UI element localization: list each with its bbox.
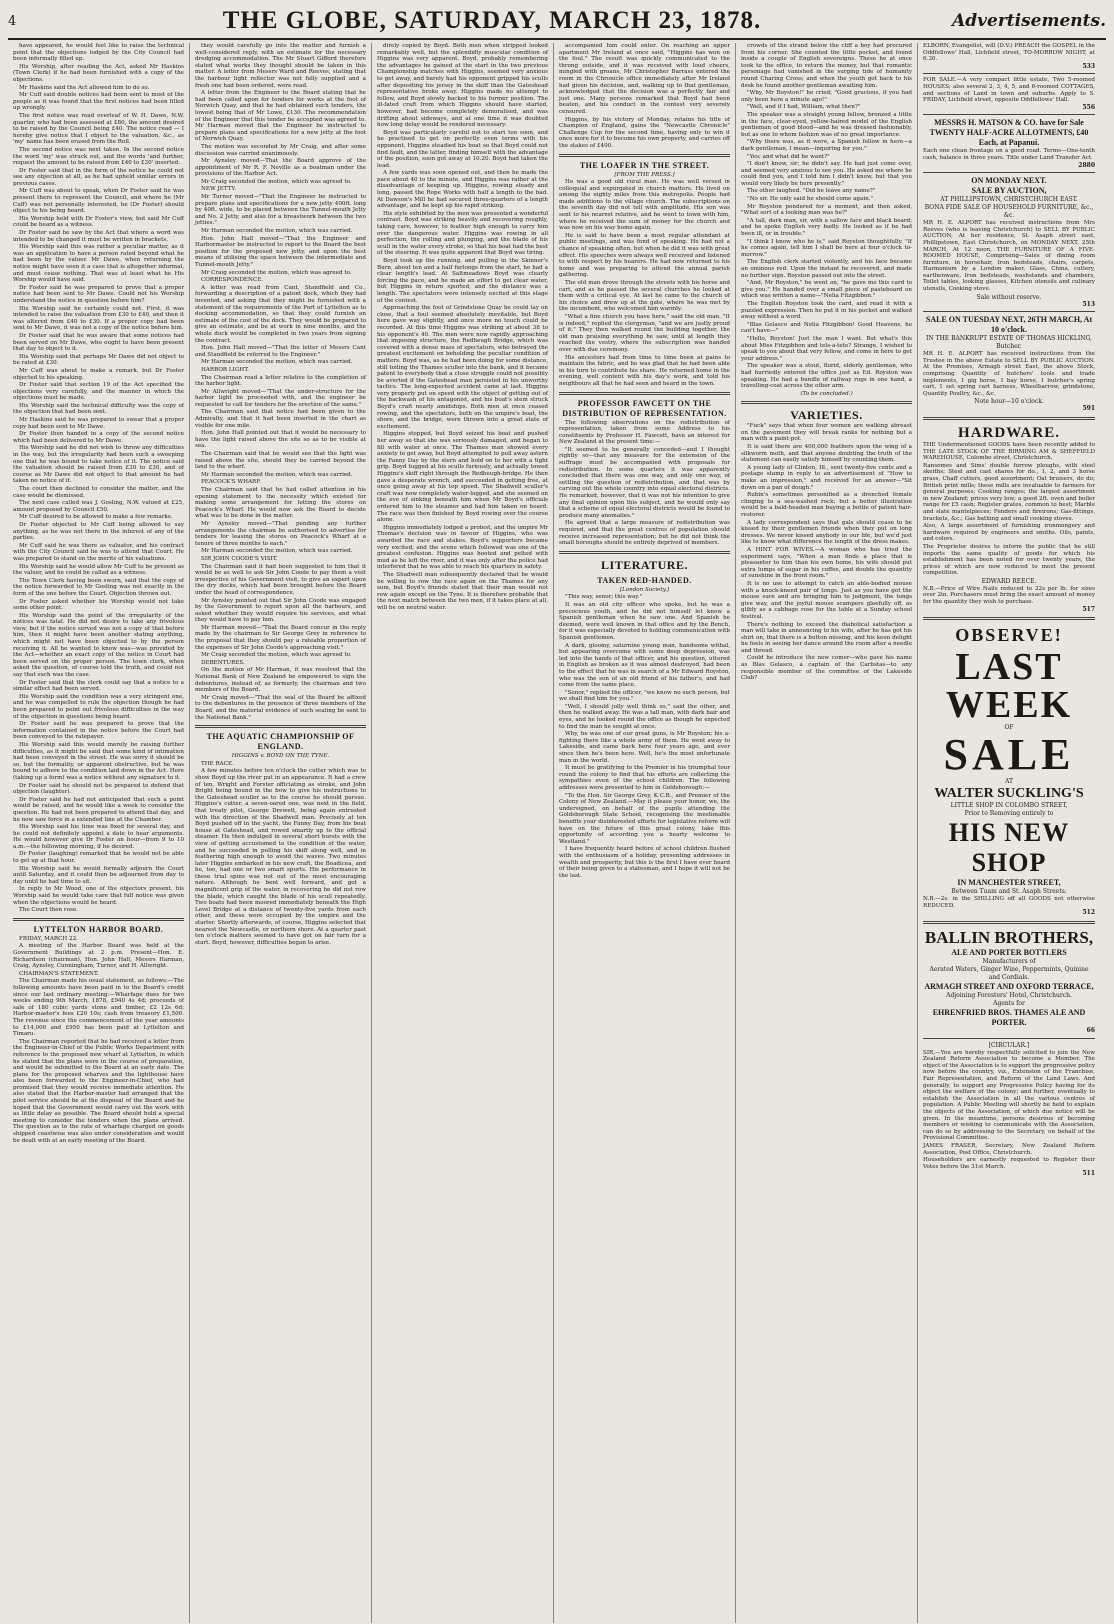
paragraph: Mr Craig seconded the motion, which was agreed to. bbox=[201, 178, 352, 185]
paragraph: Dr Foster said he had not anticipated that such a point would be raised, and he would like a week to consider the question. He had not been prepared to attend that day, and he now saw force in a extended line at the Chamber. bbox=[13, 796, 184, 823]
ad-monday-heading: ON MONDAY NEXT. bbox=[971, 176, 1047, 186]
manufacturers-label: Manufacturers of bbox=[982, 958, 1036, 966]
paragraph: HARBOR LIGHT. bbox=[201, 366, 249, 373]
paragraph: "Blas Gelasco and Nelia Fitzgibbon! Good Heavens, he can't have—" bbox=[741, 321, 912, 335]
ad-number: 512 bbox=[1082, 909, 1095, 917]
paragraph: "A tall, dark man, sir, with a sallow face and black beard; and he spoke English very badly. He looked as if he had been ill, or in trouble." bbox=[741, 217, 912, 238]
paragraph: His Worship said that perhaps Mr Dawe did not object to be rated at £30. bbox=[13, 353, 184, 367]
paragraph: Mr Royston pondered for a moment, and then asked, "What sort of a looking man was he?" bbox=[741, 203, 912, 217]
ad-number: 556 bbox=[1082, 103, 1095, 111]
magistrate-court-report bbox=[13, 43, 184, 914]
paragraph: Could he introduce the new comer—who gave his name as Blas Gelasco, a captain of the Carlistas—to any responsible member of the committee of the Lakeside Club? bbox=[741, 655, 912, 682]
paragraph: Dr Foster then handed in a copy of the second notice which had been delivered to Mr Dawe. bbox=[13, 431, 184, 444]
paragraph: Mr Harman seconded the motion, which was carried. bbox=[201, 228, 353, 235]
paragraph: The Chairman reported that he had received a letter from the Engineer-in-Chief of the Public Works Department with reference to the proposed new wharf at Lyttelton, in which he stated that the plans were in the course of preparation, and would be submitted to the Board at an early date. The plans for the proposed wharves and the lighthouse have also been forwarded to the Engineer-in-Chief, who had promised that they would receive immediate attention. He also stated that the Harbor-master had arranged that the pilot service should be at the disposal of the Board and he hoped that the Government would carry out the work with as little delay as possible. The Board should hold a special meeting to consider the tenders when the plans arrived. The question as to the rate of wharfage charged on goods shipped coastwise was also under consideration and would be dealt with at an early meeting of the Board. bbox=[13, 1038, 184, 1144]
divider bbox=[923, 311, 1095, 312]
ad-number: 513 bbox=[1082, 300, 1095, 308]
ad-number: 533 bbox=[1082, 62, 1095, 70]
paragraph: His ancestors had from time to time been at pains to maintain the fabric, and he was glad that he had been able in his turn to contribute his share. He returned home in the evening, well content with his day's work, and told his neighbours all that he had seen and heard in the town. bbox=[559, 354, 730, 387]
paragraph: Dr Foster (laughing) remarked that he would not be able to get up at that hour. bbox=[13, 851, 184, 865]
paragraph: The motion was seconded by Mr Craig, and after some discussion was carried unanimously. bbox=[195, 143, 366, 157]
advertisements-header: Advertisements. bbox=[952, 11, 1106, 31]
paragraph: Dr Foster said that he was aware that some notices had been served on Mr Dawe, who ought to have been present that day to object to it. bbox=[13, 332, 184, 353]
paragraph: Dr Foster objected to Mr Cuff being allowed to say anything, as he was not there in the interest of any of the parties. bbox=[13, 521, 184, 542]
paragraph: His Worship said the technical difficulty was the copy of the objection that had been sent. bbox=[13, 402, 184, 416]
paragraph: His Worship said the condition was a very stringent one, and he was compelled to rule the objection though he had been prepared to point out frivolous difficulties in the way of the objection in questions being heard. bbox=[13, 693, 184, 720]
paragraph: The Chairman said it had been suggested to him that it would be as well to ask Sir John Coode to pay them a visit irrespective of his Government visit, to give an expert upon the dry docks, which had been brought before the Board under the head of correspondence. bbox=[195, 563, 366, 596]
paragraph: "I don't know, sir; he didn't say. He had just come over, and seemed very anxious to see you. He asked me where he could find you, and I told him I didn't know, but that you would very likely be here presently." bbox=[741, 161, 912, 187]
paragraph: A HINT FOR WIVES.—A woman who has tried the experiment says, "When a man finds a place that is pleasanter to him than his own home, his wife should put extra lumps of sugar in his coffee, and double the quantity of sunshine in the front room." bbox=[741, 546, 912, 580]
paragraph: It is no use to attempt to catch an able-bodied mouse with a knock-kneed pair of tongs. Just as you have got the mouse sure and are bringing him to judgment, the tongs give way, and the joyful mouse scampers gleefully off, as glibly as a cabbage rose for the table at a Sunday school festival. bbox=[741, 580, 912, 620]
paragraph: Dr Foster said he was prepared to prove that a proper notice had been sent to Mr Dawe. Could not his Worship understand the notice in question before him? bbox=[13, 284, 184, 304]
divider bbox=[923, 172, 1095, 173]
paragraph: "Senor," replied the officer, "we know no such person, but we shall find him for you." bbox=[559, 689, 730, 703]
paragraph: "Why there was, as it were, a Spanish fellow in here—a dark gentleman, I mean—inquiring for you." bbox=[741, 139, 912, 152]
story-text bbox=[559, 594, 730, 879]
divider bbox=[13, 918, 184, 921]
paragraph: A letter was read from Cant, Standfield and Co., forwarding a description of a patent dock, which they had invented, and asking that they might be furnished with a statement of the requirements of the Port of Lyttelton as to docking accommodation, so that they could furnish an estimate of the cost of the dock. They would be prepared to give an estimate, and be at work in nine months, and the whole dock would be completed in two years from signing the contract. bbox=[195, 284, 366, 344]
paragraph: His Worship said his time was fixed for several day, and he could not definitely appoint a date to hear arguments. He would however give Dr Foster an hour—from 9 to 10 a.m.—the following morning, if he desired. bbox=[13, 824, 184, 850]
column-5 bbox=[736, 43, 918, 1623]
story-continued bbox=[741, 43, 912, 390]
ale-porter-bottlers: ALE AND PORTER BOTTLERS bbox=[951, 948, 1067, 958]
fawcett-headline: PROFESSOR FAWCETT ON THE DISTRIBUTION OF REPRESENTATION. bbox=[562, 398, 727, 418]
paragraph: His Worship held with Dr Foster's view, but said Mr Cuff could be heard as a witness. bbox=[13, 215, 184, 229]
suckling-name: WALTER SUCKLING'S bbox=[934, 786, 1084, 802]
paragraph: A dark, gloomy, saturnine young man, handsome withal, but appearing overcome with some deep depression, was led into the hands of that officer, and his question, uttered in English as broken as it was almost destroyed, had been to the effect that he was in search of a Mr Edward Royston, who was the son of an old friend of his father's, and had come from the same place. bbox=[559, 642, 730, 689]
paragraph: The next case called was J. Gosling, N.W. valued at £25, amount proposed by Council £50. bbox=[13, 500, 184, 513]
paragraph: On the motion of Mr Harman, it was resolved that the National Bank of New Zealand be empowered to sign the debentures, instead of, as formerly, the chairman and two members of the Board. bbox=[195, 667, 366, 694]
divider bbox=[741, 401, 912, 404]
new-shop-address: IN MANCHESTER STREET, bbox=[957, 878, 1061, 888]
hardware-note: The Proprietor desires to inform the public that he still imports the same quality of goods for which his establishment has been noted for over twenty years, the prices of which are now reduced to meet the present competition. bbox=[923, 543, 1095, 577]
paragraph: "Hello, Royston! Just the man I want. But what's this about Miss Fitzgibbon and tels-a-tete? Strange, I wished to speak to you about that very fellow, and come in here to get your address." bbox=[741, 335, 912, 362]
paragraph: Mr Aynsley pointed out that Sir John Coode was engaged by the Government to report upon all the harbours, and asked whether they would require his services, and what they would have to pay him. bbox=[195, 597, 366, 624]
ad-monday-body: MR H. E. ALPORT has received instructions from Mrs Reeves (who is leaving Christchurch) to SELL BY PUBLIC AUCTION, At her residence, St. Asaph street east, Phillipstown, East Christchurch, on MONDAY NEXT, 25th MARCH, At 12 noon, THE FURNITURE OF A FIVE-ROOMED HOUSE, Comprising—Sales of dining room furniture, in horsehair, Iron bedsteads, chairs, carpets, Harmonium by a London maker, Glass, China, cutlery, earthenware, Iron bedsteads, washstands and chambers, Toilet tables, looking glasses, Kitchen utensils and culinary utensils, Cooking stove. bbox=[923, 220, 1095, 293]
paragraph: It is said there are 400,000 feathers upon the wing of a silkworm moth, and that anyone doubting the truth of the statement can easily satisfy himself by counting them. bbox=[741, 444, 912, 464]
page-number: 4 bbox=[8, 13, 17, 29]
paragraph: Mr Harman seconded the motion, which was carried. bbox=[201, 471, 353, 478]
loafer-headline: THE LOAFER IN THE STREET. bbox=[579, 160, 710, 170]
shilling-note: N.B.—2s. in the SHILLING off all GOODS not otherwise REDUCED. bbox=[923, 896, 1095, 909]
masthead bbox=[8, 4, 1106, 40]
paragraph: His style exhibited by the men was presented a wonderful contrast. Boyd was striking heavily and recovering roughly, taking care, however, to feather high enough to carry him over the dangerous water. Higgins was rowing in all perfection, the rolling and plunging, and the blade of his scull in the water every stroke, so that his boat had the best of the steering. It was quite apparent that Boyd was tiring. bbox=[377, 210, 549, 257]
ad-monday-location: AT PHILLIPSTOWN, CHRISTCHURCH EAST. bbox=[940, 196, 1078, 204]
paragraph: The following observations on the redistribution of representation, taken from some Address to his constituents by Professor H. Fawcett, have an interest for New Zealand at the present time:— bbox=[559, 419, 730, 446]
divider bbox=[559, 392, 730, 395]
paragraph: "Yes; and what did he want?" bbox=[747, 153, 830, 160]
paragraph: It was an old city officer who spoke, but he was a precocious youth, and he did not himself let know a Spanish gentleman when he saw one. And Spanish he deemed, were well known in that office and by the Bench, for it was especially devoted to holding communication with Spanish gentlemen. bbox=[559, 601, 730, 641]
hardware-also: Also, A large assortment of furnishing ironmongery and hardware required by engineers and smiths. Oils, paints, and colors. bbox=[923, 523, 1095, 543]
paragraph: Dr Foster said that in the form of the notice he could not see any objection at all, as he had upheld similar errors in previous cases. bbox=[13, 167, 184, 187]
circular-note: Householders are earnestly requested to Register their Votes before the 31st March. bbox=[923, 1157, 1095, 1170]
paragraph: Mr Harman moved—"That the Board concur in the reply made by the chairman to Sir George Grey in reference to the proposal that they should pay a rateable proportion of the expenses of Sir John Coode's approaching visit." bbox=[195, 624, 366, 651]
paragraph: "I think I know who he is," said Royston thoughtfully. "If he comes again, tell him I shall be here at four o'clock to-morrow." bbox=[741, 238, 912, 258]
paragraph: Higgins immediately lodged a protest, and the umpire Mr Thomas's decision was in favour of Higgins, who was awarded the race and stakes. Boyd's supporters became very excited, and the scene which followed was one of the greatest confusion. Higgins was hooted and pelted with mud as he left the river, and it was only after the police had interfered that he was able to reach his quarters in safety. bbox=[377, 524, 548, 571]
paragraph: "Well, I should jolly well think so," said the other, and then he walked away. He was a tall man, with dark hair and eyes, and he looked round the office as though he expected to find the man he sought at once. bbox=[559, 703, 730, 730]
column-3 bbox=[372, 43, 554, 1623]
paragraph: THE RACE. bbox=[201, 760, 234, 767]
paragraph: The Chairman said that he would see that the light was raised above the site, should they be carried beyond the land to the wharf. bbox=[195, 451, 366, 471]
paragraph: Hon. John Hall pointed out that it would be necessary to have the light raised above the site so as to be visible at sea. bbox=[195, 430, 366, 450]
armagh-sub: Adjoining Foresters' Hotel, Christchurch. bbox=[946, 992, 1072, 1000]
aquatic-conclusion bbox=[377, 525, 548, 612]
paragraph: The speaker was a straight young fellow, bronzed a little in the face, clear-eyed, yellow-haired model of the English gentleman of good blood—and he was dressed fashionably, but as one to whom fashion was of no great importance. bbox=[741, 111, 912, 138]
paragraph: The court then declined to consider the matter, and the case would be dismissed. bbox=[13, 486, 184, 499]
ad-matson-heading: MESSRS H. MATSON & CO. have for Sale TWENTY HALF-ACRE ALLOTMENTS, £40 Each, at Papanui. bbox=[929, 118, 1089, 148]
paragraph: have appeared, he would feel like to raise the technical point that the objections lodged by the City Council had been informally filled up. bbox=[13, 43, 184, 63]
ad-number: 517 bbox=[1082, 605, 1095, 613]
ad-elborn: ELBORN, Evangelist, will (D.V.) PREACH the GOSPEL in the Oddfellows' Hall, Lichfield street, TO-MORROW NIGHT, at 6.30. bbox=[923, 43, 1095, 63]
paragraph: Mr Aynsley moved—"That pending any further arrangements the chairman be authorised to advertise for tenders for leasing the stores on Peacock's Wharf at a tenure of three months to each." bbox=[195, 520, 366, 547]
armagh-street: ARMAGH STREET AND OXFORD TERRACE, bbox=[924, 982, 1094, 992]
paragraph: direly copied by Boyd. Both men when stripped looked remarkably well, but the splendidly muscular condition of Higgins was very apparent. Boyd, probably remembering the advantages he gained at the start in the two previous Championship matches with Higgins, seemed very anxious to get away, and barely had his opponent gripped his sculls after depositing his jersey in the skiff than the Gateshead representative broke away. Higgins made no attempt to follow, and Boyd slowly backed to his former position. The ill-fated craft from which Higgins should have started, however, had become completely demoralised, and was drifting about sideways, and at one time it was doubted how long delay would be rendered necessary. bbox=[377, 43, 548, 129]
ad-monday-sale: SALE BY AUCTION, bbox=[971, 186, 1047, 196]
divider bbox=[923, 617, 1095, 620]
divider bbox=[923, 73, 1095, 74]
aquatic-result bbox=[559, 43, 730, 150]
paragraph: Mr Haskins said he was prepared to swear that a proper copy had been sent to Mr Dawe. bbox=[13, 417, 184, 430]
paragraph: Mr Harman seconded the motion, which was carried. bbox=[201, 548, 353, 555]
paragraph: SIR JOHN COODE'S VISIT. bbox=[201, 555, 278, 562]
paragraph: "Why, Mr Royston!" he cried; "Good gracious, if you had only been here a minute ago!" bbox=[741, 90, 912, 103]
agents-label: Agents for bbox=[993, 1000, 1025, 1008]
harbor-board-continued bbox=[195, 43, 366, 721]
paragraph: The Chairman read a letter relative to the completion of the harbor light. bbox=[195, 374, 366, 388]
paragraph: A young lady of Clinton, Ill., sent twenty-five cents and a postage stamp in reply to an advertisement of "How to make an impression," and received for an answer—"Sit down on a pan of dough." bbox=[741, 464, 912, 491]
paragraph: A lady correspondent says that gals should cease to be kissed by their gentlemen friends when they put on long dresses. We never kissed anybody in our life, but we'd just like to know what difference the length of the dress makes. bbox=[741, 519, 912, 546]
paragraph: A few yards was soon opened out, and then he made the pace about 40 to the minute, and Higgins was rather at the disadvantage of keeping up. Higgins, rowing steady and long, passed the Rope Works with half a length to the bad. At Dawson's Mill he had secured three-quarters of a length advantage, and he kept up his rapid striking. bbox=[377, 170, 548, 210]
paragraph: The first notice was read overleaf of W. H. Dawe, N.W. quarter, who had been assessed at £80, the amount desired to be raised by the Council being £40. The notice read — I hereby give notice that I object to the valuation, &c., as 'my' name has been erased from the Roll. bbox=[13, 112, 184, 146]
paragraph: His Worship said he certainly could not. First, it was intended to raise the valuation from £30 to £40, and then it was altered from £40 to £30. If a proper copy had been sent to Mr Dawe, it was not a copy of the notice before him. bbox=[13, 305, 184, 332]
aquatic-subheadline: HIGGINS v. BOYD ON THE TYNE. bbox=[231, 753, 330, 760]
sale-headline: SALE bbox=[943, 730, 1075, 780]
paragraph: His Worship said he would allow Mr Cuff to be present as the valuer, and he could be called as a witness. bbox=[13, 563, 184, 577]
paragraph: Hon. John Hall moved—"That the Engineer and Harbormaster be instructed to report to the Board the best position for the proposed new jetty, and upon the best means of utilising the space between the intermediate and Tunnel-mouth Jetty." bbox=[195, 235, 366, 268]
divider bbox=[923, 114, 1095, 115]
last-week-headline: LAST WEEK bbox=[945, 646, 1073, 727]
hardware-items: Ransomes and Sims' double furrow ploughs, with steel skeiths; Steel and cast shares for do., 1, 2, and 3 horse grass, Chaff cutters, good assortment; Oat bruisers, do do; British print mills; these mills are invaluable to farmers for general purposes; Cooking ranges; the largest assortment in new Zealand; prices very low; a good 2ft. oven and boiler range for £5 cash; Register grates, common to best; Marble and slate mantelpieces; Fenders and fireirons; Gas-fittings, brackets, &c.; Gas bathing and small cooking stoves. bbox=[923, 462, 1095, 522]
paragraph: The other laughed. "Did he leave any name?" bbox=[747, 188, 876, 195]
paragraph: Mr Craig moved—"That the seal of the Board be affixed to the debentures in the presence of three members of the Board, and the material evidence of such sealing be sent to the National Bank." bbox=[195, 694, 366, 721]
ad-number: 591 bbox=[1082, 405, 1095, 413]
paragraph: His Worship, after reading the Act, asked Mr Haskins (Town Clerk) if he had been furnished with a copy of the objections. bbox=[13, 63, 184, 83]
paragraph: Mr Craig seconded the motion, which was agreed to. bbox=[201, 269, 352, 276]
ad-for-sale: FOR SALE.—A very compact little estate, Two 5-roomed HOUSES; also several 2, 3, 4, 5, and 6-roomed COTTAGES, and sections of Land in town and suburbs. Apply to S. FRIDAY, Lichfield street, opposite Oddfellows' Hall. bbox=[923, 77, 1095, 104]
harbor-board-report bbox=[13, 936, 184, 1144]
prior-label: Prior to Removing entirely to bbox=[964, 810, 1054, 818]
paragraph: The old man drove through the streets with his horse and cart, and as he passed the several churches he looked at them with a critical eye. At last he came to the church of his choice and drew up at the gate, where he was met by the incumbent, who welcomed him warmly. bbox=[559, 280, 730, 313]
at-label: AT bbox=[1004, 778, 1013, 786]
paragraph: "And, Mr Royston," he went on, "he gave me this card to give you." He handed over a small piece of pasteboard on which was written a name—"Nelia Fitzgibbon." bbox=[741, 280, 912, 300]
story-headline: TAKEN RED-HANDED. bbox=[597, 575, 692, 585]
paragraph: Mr Craig seconded the motion, which was agreed to. bbox=[201, 652, 352, 659]
literature-headline: LITERATURE. bbox=[601, 557, 688, 572]
paragraph: FRIDAY, MARCH 22. bbox=[19, 935, 78, 942]
paragraph: The Chairman said that he had called attention in his opening statement to the necessity which existed for making some arrangement for letting the stores on Peacock's Wharf. He would now ask the Board to decide what was to be done in the matter. bbox=[195, 487, 366, 520]
paragraph: The Town Clerk having been sworn, said that the copy of the notice forwarded to Mr Gosling was not exactly in the form of the one before the Court. Objection thrown out. bbox=[13, 577, 184, 597]
paragraph: The Shadwell man subsequently declared that he would be willing to row the race again on the Thames for any sum, but Boyd's friends stated that their man would not row again except on the Tyne. It is therefore probable that the next match between the two men, if it takes place at all, will be on neutral water. bbox=[377, 571, 548, 611]
paragraph: The second notice was next taken. In the second notice the word 'my' was struck out, and the words 'and further, request the amount to be raised from £40 to £30' inserted. bbox=[13, 146, 184, 167]
ballin-headline: BALLIN BROTHERS, bbox=[924, 928, 1094, 948]
ad-monday-bona: BONA FIDE SALE OF HOUSEHOLD FURNITURE, &c., &c. bbox=[924, 204, 1094, 220]
paragraph: It must be gratifying to the Premier in his triumphal tour round the colony to find that his efforts are collecting the sympathies even of the school children. The following addresses were presented to him in Goldsborough:— bbox=[559, 765, 730, 791]
circular-signature: JAMES FRASER, Secretary, New Zealand Reform Association, Post Office, Christchurch. bbox=[923, 1142, 1095, 1156]
paragraph: His Worship said he did not wish to throw any difficulties in the way, but the irregularity had been such a sweeping one that he was bound to take notice of it. The notice said the valuation should be raised from £30 to £30, and of course as Mr Dawe did not object to that amount he had taken no notice of it. bbox=[13, 445, 184, 485]
ad-number: 2880 bbox=[1078, 161, 1095, 169]
paragraph: A letter from the Engineer to the Board stating that he had been called upon for tenders for works at the foot of Norwich Quay, and that he had obtained such tenders, the lowest being that of Mr Lowe, £130. The recommendation of the Engineer that this tender be accepted was agreed to. Mr Harman moved that the Engineer be instructed to prepare plans and specifications for a new jetty at the foot of Norwich Quay. bbox=[195, 90, 366, 143]
paragraph: The English Royston took the card, and read it with a puzzled expression. Then he put it in his pocket and walked away without a word. bbox=[741, 300, 912, 321]
circular-body: SIR,—You are hereby respectfully solicited to join the New Zealand Reform Association to become a Member. The object of the Association is to support the progressive policy now before the country, viz., Extension of the Franchise, Fair Representation, and Reform of the Land Laws. And generally, to support any Progressive Policy having for its object the welfare of the colony; and further, eventually to establish the Association in all the various centres of population. A Public Meeting will shortly be held to explain the objects of the Association, of which due notice will be given. In the meantime, persons desirous of becoming members or wishing to communicate with the Association, can do so by addressing to the Secretary, on behalf of the Provisional Committee. bbox=[923, 1049, 1095, 1142]
paragraph: He was a good old rural man. He was well versed in colloquial and expurgated in church matters. He lived on among the eighty miles from this metropolis. People had made additions to the village church. The subscriptions on the seventh day did not tell with amplitude. His son was sent to his nearest relative, and he went to town with him, where he received the sum of money for the church and was now on his way home again. bbox=[559, 179, 730, 232]
paragraph: I have frequently heard before of school children flushed with the enthusiasm of a holiday, presenting addresses in wealth and prosperity, but this is the first I have ever heard of their being given to a statesman, and I hope it will not be the last. bbox=[559, 846, 730, 879]
paragraph: Dr Foster asked whether his Worship would not take some other point. bbox=[13, 598, 184, 612]
loafer-article bbox=[559, 179, 730, 387]
loafer-source: [FROM THE PRESS.] bbox=[614, 171, 675, 178]
ad-number: 66 bbox=[1086, 1027, 1095, 1035]
newspaper-title: THE GLOBE, SATURDAY, MARCH 23, 1878. bbox=[222, 7, 762, 34]
divider bbox=[195, 725, 366, 728]
ad-tuesday-heading: SALE ON TUESDAY NEXT, 26TH MARCH, At 10 o'clock. bbox=[925, 315, 1093, 335]
ad-number: 511 bbox=[1082, 1170, 1095, 1178]
paragraph: Dr Foster said he was prepared to prove that the information contained in the notice before the Court had been conveyed to the ratepayer. bbox=[13, 721, 184, 741]
paragraph: DEBENTURES. bbox=[201, 659, 245, 666]
paragraph: The speaker was a stout, florid, elderly gentleman, who had hurriedly entered the office just as Ed. Royston was speaking. He had a bundle of railway rugs in one hand, a travelling-coat across the other arm. bbox=[741, 363, 912, 390]
paragraph: Dr Foster said that the clerk could say that a notice to a similar effect had been served. bbox=[13, 679, 184, 693]
paragraph: The Chairman made his usual statement, as follows:—The following amounts have been paid in to the Board's credit since our last ordinary meeting:—Wharfage dues for two weeks ending 9th March, 1878, £940 4s 4d; proceeds of sale of 180 cubic yards stone and timber, £2 12s 6d; Harbor-master's fees £20 10s; cash from treasury £1,500. The revenue since the commencement of the year amounts to £14,000 and £950 has been paid at Lyttelton and Timaru. bbox=[13, 978, 184, 1038]
divider bbox=[923, 921, 1095, 924]
varieties-headline: VARIETIES. bbox=[790, 408, 863, 423]
column-1 bbox=[8, 43, 190, 1623]
paragraph: Mr Turner moved—"That the Engineer be instructed to prepare plans and specifications for a new jetty 400ft. long by 40ft. wide, to be placed between the Tunnel-mouth Jetty and No. 2 Jetty, and also for a breastwork between the two jetties." bbox=[195, 194, 366, 227]
hardware-signature: EDWARD REECE. bbox=[981, 577, 1037, 585]
paragraph: Mr Cuff said he was there as valuator, and his contract with the City Council said he was to attend that Court. He was prepared to stand on the merits of his valuations. bbox=[13, 542, 184, 562]
circular-label: [CIRCULAR.] bbox=[988, 1041, 1030, 1049]
paragraph: The Court then rose. bbox=[19, 907, 78, 914]
paragraph: The Chairman said that notice had been given to the Admiralty, and that it had been inserted in the chart as visible for one mile. bbox=[195, 409, 366, 429]
divider bbox=[923, 417, 1095, 420]
column-6-advertisements bbox=[918, 43, 1100, 1623]
paragraph: Approaching the foot of Grindstone Quay he could lay on close, that a foul seemed absolutely inevitable, but Boyd here gave way slightly, and once more no touch could be recorded. At this time Higgins was striking at about 38 to his opponent's 40. The men were now rapidly approaching that imposing structure, the Redheugh Bridge, which was covered with a dense mass of spectators, who betrayed the greatest excitement on beholding the peculiar condition of matters. Boyd was, as he had been doing for some distance, still toiling the Thames sculler into the bank, and it became patent to everybody that a close struggle could not possibly be averted if the Gateshead man persisted in his unworthy tactics. The long-expected accident came at last. Higgins very properly put on speed with the object of getting out of the backwash of his antagonist, and his boat's stem struck Boyd's craft nearly amidships. Both men at once ceased rowing, and the spectators, both on the umpire's boat, the shore, and the bridge, were thrown into a great state of excitement. bbox=[377, 305, 548, 430]
paragraph: He agreed that a large measure of redistribution was required, and that the great centres of population should receive increased representation; but he did not think the small boroughs should be entirely deprived of members. bbox=[559, 520, 730, 547]
paragraph: A meeting of the Harbor Board was held at the Government Buildings at 2 p.m. Present—Hon. E. Richardson (chairman), Hon. John Hall, Messrs Harman, Craig, Aynsley, Cunningham, Turner, and H. Allwright. bbox=[13, 943, 184, 970]
hardware-nb: N.B.—Price of Wire Nails reduced to 22s per lb. for sizes over 2in. Purchasers must bring the exact amount of money for the quantity they wish to purchase. bbox=[923, 585, 1095, 606]
paragraph: Hon. John Hall moved—"That the letter of Messrs Cant and Standfield be referred to the Engineer." bbox=[195, 345, 366, 358]
paragraph: crowds of the strand below the cliff a boy had procured from his corner. She counted the little pocket, and found inside a couple of English sovereigns. These he at once took to the office, to return the money, but that romantic personage had vanished in the surging tide of humanity round Charing Cross; and when the youth got back to his desk he found another gentleman awaiting him. bbox=[741, 43, 912, 89]
paragraph: "Fuck" says that when four women are walking abreast on the pavement they will break ranks for nothing but a man with a paint-pot. bbox=[741, 423, 912, 443]
paragraph: Mr Harman seconded the motion, which was carried. bbox=[201, 359, 353, 366]
hardware-intro: THE Undermentioned GOODS have been recently added to THE LATE STOCK OF THE BIRMING AM & SHEFFIELD WAREHOUSE, Colombo street, Christchurch. bbox=[923, 442, 1095, 462]
paragraph: Mr Cuff was about to make a remark, but Dr Foster objected to his speaking. bbox=[13, 367, 184, 381]
ad-matson-body: Each one clean frontage on a good road. Terms—One-tenth cash, balance in three years. Title under Land Transfer Act. bbox=[923, 148, 1095, 161]
column-2 bbox=[190, 43, 372, 1623]
paragraph: accompanied him could enter. On reaching an upper apartment Mr Ireland at once said, "Higgins has won on the foul." The result was quickly communicated to the throng outside, and it was received with loud cheers, mingled with groans, Mr Christopher Barrass entered the room in the Chronicle office immediately after Mr Ireland had given his decision, and, walking up to that gentleman, acknowledged that the decision was a perfectly fair and just one. Many persons remarked that Boyd had been beaten, and his conduct in the contest very severely censured. bbox=[559, 43, 730, 115]
story-source: [London Society.] bbox=[619, 586, 670, 593]
paragraph: There's nothing to exceed the diabolical satisfaction a man will take in announcing to his wife, after he has got his shirt on, that there is a button missing, and his keen delight he feels in seeing her dance around the room after a needle and thread. bbox=[741, 621, 912, 654]
paragraph: they would carefully go into the matter and furnish a well-considered reply, with an estimate for the necessary dredging accommodation. The Mr Stuart Gifford therefore stated what works they thought should be taken in this matter. A letter from Messrs Ward and Reeves, stating that the harbour light reflector was not fully supplied and a fresh one had been ordered, were read. bbox=[195, 43, 366, 89]
paragraph: "It seemed to be generally conceded—and I thought rightly so—that any measure for the extension of the suffrage must be accompanied with proposals for redistribution. In some quarters it was apparently concluded that there was one way, and only one way, of settling the question of redistribution, and that was by carving out the whole country into equal electoral districts. He remarked, however, that it was not his intention to give any final opinion upon this subject, and he would only say that a scheme of equal electoral districts would be found to produce many anomalies." bbox=[559, 446, 730, 519]
paragraph: Higgins, by his victory of Monday, retains his title of Champion of England, gains the "Newcastle Chronicle" Challenge Cup for the second time, having only to win it once more for it to become his own property, and carries off the stakes of £400. bbox=[559, 116, 730, 149]
paragraph: Mr Allwright moved—"That the under-structure for the harbor light be proceeded with, and the engineer be requested to call for tenders for the erection of the same." bbox=[195, 388, 366, 408]
to-be-concluded: (To be concluded.) bbox=[800, 390, 853, 397]
paragraph: Mr Cuff was about to speak, when Dr Foster said he was present there to represent the Council, and where he (Mr Cuff) was not personally interested, he (Dr Foster) should object to his being heard. bbox=[13, 188, 184, 215]
paragraph: The English clerk started violently, and his face became an ominous red. Upon the instant he recovered, and made no further sign. Royston passed out into the street. bbox=[741, 259, 912, 279]
paragraph: NEW JETTY. bbox=[201, 186, 237, 193]
paragraph: He is said to have been a most regular attendant at public meetings, and was fond of speaking. He had not a chance of speaking often, but when he did it was with great effect. His speeches were always well received and listened to with respect by his hearers. He had now returned to his home and was preparing to attend the annual parish gathering. bbox=[559, 232, 730, 279]
suckling-shop: LITTLE SHOP IN COLOMBO STREET, bbox=[950, 802, 1068, 810]
aquatic-report-continued bbox=[377, 43, 548, 524]
of-label: OF bbox=[1004, 724, 1014, 732]
paragraph: Boyd was particularly careful not to start too soon, and he practised to get on perfectly even terms with his opponent. Higgins steadied his boat so that Boyd could not find fault, and the latter, finding himself with the advantage of the position, soon got away at 10.20. Boyd had taken the lead. bbox=[377, 129, 548, 169]
divider bbox=[559, 551, 730, 554]
paragraph: "No sir. He only said he should come again." bbox=[747, 196, 874, 203]
paragraph: "To the Hon. Sir George Grey, K.C.B., and Premier of the Colony of New Zealand.—May it please your honor, we, the undersigned, on behalf of the pupils attending the Goldsborough State School, recognising the inestimable benefits your disinterested efforts for legislative reform will have on the future of this great colony, take this opportunity of according you a hearty welcome to Westland." bbox=[559, 792, 730, 845]
paragraph: PEACOCK'S WHARF. bbox=[201, 479, 262, 486]
paragraph: Dr Foster said that section 19 of the Act specified the objections very carefully, and the manner in which the objections must be made. bbox=[13, 382, 184, 402]
manufacturers-list: Aerated Waters, Ginger Wine, Peppermints, Quinine and Cordials. bbox=[929, 966, 1089, 982]
paragraph: Mr Aynsley moved—That the Board approve of the appointment of Mr R. F. Neville as a boatman under the provisions of the Harbor Act. bbox=[195, 158, 366, 178]
paragraph: Why, he was one of our great guns, is Mr Royston; his a-fighting there like a whole army of them. He went away to Lakeside, and came back here four years ago, and ever since then he's been here. Well, he's the most unfortunate man in the world. bbox=[559, 731, 730, 764]
new-shop-headline: HIS NEW SHOP bbox=[948, 818, 1070, 878]
ad-tuesday-estate: IN THE BANKRUPT ESTATE OF THOMAS HICKLING, Butcher. bbox=[926, 335, 1092, 351]
paragraph: Boyd took up the running, and pulling in the Skinner's Burn, about ten and a half furlongs from the start, he had a clear length's lead. At Saltmeadows Boyd was clearly forcing the pace, and he made an effort to get clear water, but Higgins in return spurted, and the distance was a length. The spectators were intensely excited at this stage of the contest. bbox=[377, 258, 548, 304]
between-streets: Between Tuam and St. Asaph Streets. bbox=[951, 888, 1067, 896]
paragraph: Mr Cuff said double notices had been sent to most of the people as it was found that the first notices had been filled up wrongly. bbox=[13, 92, 184, 112]
paragraph: "What a fine church you have here," said the old man. "It is indeed," replied the clergyman, "and we are justly proud of it." They then walked round the building together, the old man praising everything he saw, until at length they reached the vestry, where the subscription was handed over with due ceremony. bbox=[559, 313, 730, 353]
paragraph: A few minutes before ten o'clock the cutter which was to show Boyd up the river put in an appearance. It had a crew of ten, Wright and Forster officiating as stroke, and John Bright being bound in the bow to give his instructions to the Gateshead sculler as to the course he should pursue. Higgins's cutter, a seven-oared one, was next in the field, that treaty pilot, George Drewett, being again entrusted with the direction of the Shadwell man. Precisely at ten Boyd pushed off in the yacht, the Fanny Day, from his boat house at Gateshead, and rowed smartly up to the official steamer. He then indulged in several short bursts with the view of getting accustomed to the condition of the water, and he succeeded in pulling his skiff along well, and in feathering high enough to avoid the waves. Two minutes later Higgins embarked in his new craft, the Boadicea, and he, too, had one or two smart spurts. His performance in these trial spins was not out of the most encouraging nature. Although he bent well forward, and got a magnificent grip of the water, in recovering he did not row the blade, which caught the blade of his scull repeatedly. Two boats had been moored immediately beneath the High Level Bridge at a distance of twenty-five yards from each other, and these were occupied by the umpire and the starter. Shortly afterwards, of course, Higgins selected that nearest the Newcastle, or northern shore. At a quarter past ten o'clock matters seemed to have got on fair turn for a start. Boyd, however, difficulties began to arise. bbox=[195, 768, 366, 946]
ad-tuesday-note: Note hour—10 o'clock. bbox=[974, 398, 1044, 406]
paragraph: Mr Cuff desired to be allowed to make a few remarks. bbox=[19, 514, 173, 521]
paragraph: In reply to Mr Wood, one of the objectors present, his Worship said he would take care that full notice was given when the objections would be heard. bbox=[13, 886, 184, 906]
paragraph: His Worship said this was rather a peculiar matter, as it was an application to have a person rated beyond what he had been by the valuer. Mr Dawe, when returning the notice might have seen it a case that is altogether informal, and must cease nothing. That was at least what he His Worship would have said. bbox=[13, 244, 184, 284]
column-4 bbox=[554, 43, 736, 1623]
hardware-headline: HARDWARE. bbox=[958, 425, 1060, 441]
paragraph: Rubin's sometimes personified as a drenched female clinging to a sea-washed rock; but a better illustration would be a bald-headed man buying a bottle of patent hair-restorer. bbox=[741, 492, 912, 518]
harbor-board-headline: LYTTELTON HARBOR BOARD. bbox=[33, 924, 164, 934]
divider bbox=[559, 154, 730, 157]
ehrenfried-agents: EHRENFRIED BROS. THAMES ALE AND PORTER. bbox=[932, 1008, 1086, 1028]
observe-headline: OBSERVE! bbox=[955, 625, 1063, 646]
divider bbox=[923, 1038, 1095, 1039]
aquatic-report bbox=[195, 761, 366, 947]
paragraph: CORRESPONDENCE. bbox=[201, 277, 264, 284]
ad-tuesday-body: MR H. E. ALPORT has received instructions from the Trustee in the above Estate to SELL BY PUBLIC AUCTION. At the Premises, Armagh street East, the above Stock, comprising Quantity of butchers' tools and trade implements, 1 gig horse, 1 bay horse, 1 butcher's spring cart, 1 set spring cart harness, Wheelbarrow, grindstone, Quantity Poultry, &c., &c. bbox=[923, 351, 1095, 397]
paragraph: "Well, and if I had, William, what then?" bbox=[747, 104, 861, 111]
paragraph: His Worship said he would formally adjourn the Court until Saturday, and it could then be adjourned from day to day until he had time to sit. bbox=[13, 865, 184, 885]
paragraph: Mr Haskins said the Act allowed him to do so. bbox=[19, 84, 150, 91]
varieties-text bbox=[741, 423, 912, 682]
paragraph: His Worship said this would merely be raising further difficulties, as it might be said that some kind of intimation had been conveyed in the street. He was sorry it should be so, but the formality, or apparent obstructive, but he was bound to adhere to the condition laid down in the Act. Here (taking up a form) was a notice without any signature to it. bbox=[13, 741, 184, 781]
paragraph: His Worship said the point of the irregularity of the notices was fatal. He did not desire to take any frivolous view, but if the notice served was not a copy of that before him, then it might have been another stating anything, which might not have been objected to by the person receiving it. All he wanted to know was—was provided by the Act—whether an exact copy of the notice in Court had been served on the proper person. The town clerk, when asked the question, of course told the truth, and could not say that such was the case. bbox=[13, 612, 184, 679]
columns bbox=[8, 43, 1106, 1623]
fawcett-article bbox=[559, 420, 730, 547]
ad-monday-terms: Sale without reserve. bbox=[976, 293, 1042, 301]
paragraph: "This way, senor; this way." bbox=[565, 594, 643, 601]
paragraph: CHAIRMAN'S STATEMENT. bbox=[19, 970, 99, 977]
aquatic-headline: THE AQUATIC CHAMPIONSHIP OF ENGLAND. bbox=[206, 732, 355, 752]
paragraph: Dr Foster said he saw by the Act that where a word was intended to be changed it must be written in brackets. bbox=[13, 230, 184, 243]
paragraph: Higgins stopped, but Boyd seized his boat and pushed her away so that she was seriously damaged, and began to fill with water at once. The Thames man showed every anxiety to get away, but Boyd attempted to pull away astern the Fanny Day by the stern and hold on to her with a tight grip. Boyd tugged at his sculls furiously, and actually towed Higgins's skiff right through the Redheugh-bridge. He then gave a desperate wrench, and succeeded in getting free, at once going away at his top speed. The Shadwell sculler's craft was now completely water-logged, and she seemed on the eve of sinking beneath him when Mr Boyd's officials ordered him to the steamer and had him taken on board. The race was then finished by Boyd rowing over the course alone. bbox=[377, 431, 548, 524]
paragraph: Dr Foster said he should not be prepared to defend that objection (laughter). bbox=[13, 782, 184, 796]
